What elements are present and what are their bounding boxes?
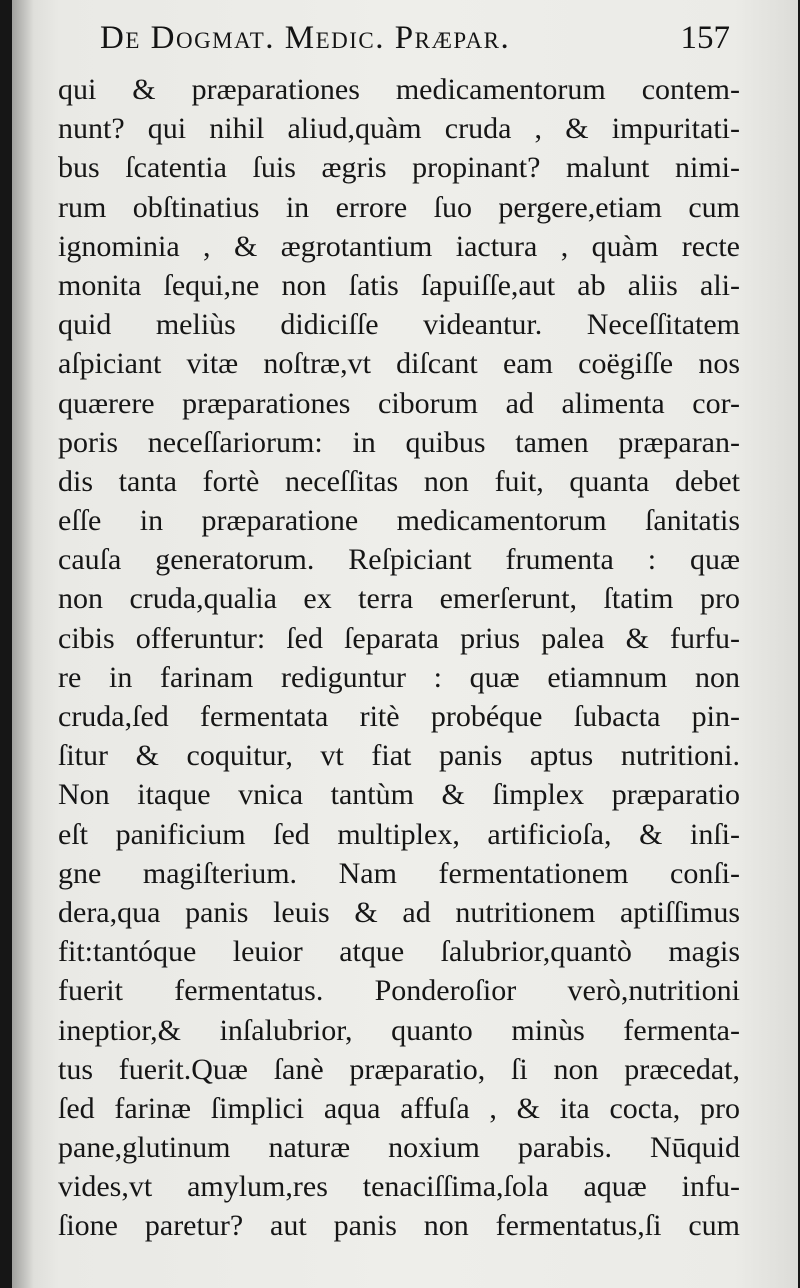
- text-line: qui & præparationes medicamentorum contem-: [58, 73, 740, 106]
- text-line: dis tanta fortè neceſſitas non fuit, quanta debet: [58, 464, 740, 498]
- text-line: quærere præparationes ciborum ad alimenta cor-: [58, 386, 740, 420]
- text-line: rum obſtinatius in errore ſuo pergere,etiam cum: [58, 190, 740, 224]
- text-line: bus ſcatentia ſuis ægris propinant? malunt nimi-: [58, 151, 740, 185]
- text-line: fit:tantóque leuior atque ſalubrior,quantò magis: [58, 935, 740, 969]
- text-line: vides,vt amylum,res tenaciſſima,ſola aquæ infu-: [58, 1170, 740, 1204]
- text-line: aſpiciant vitæ noſtræ,vt diſcant eam coëgiſſe nos: [58, 347, 740, 381]
- body-text: [58, 70, 740, 1246]
- text-line: gne magiſterium. Nam fermentationem conſi-: [58, 856, 740, 890]
- text-line: cruda,ſed fermentata ritè probéque ſubacta pin-: [58, 700, 740, 733]
- text-line: dera,qua panis leuis & ad nutritionem aptiſſimus: [58, 895, 740, 929]
- text-line: eſt panificium ſed multiplex, artificioſa, & inſi-: [58, 817, 740, 851]
- text-line: eſſe in præparatione medicamentorum ſanitatis: [58, 504, 740, 538]
- text-line: fuerit fermentatus. Ponderoſior verò,nutritioni: [58, 974, 740, 1008]
- text-line: pane,glutinum naturæ noxium parabis. Nūquid: [58, 1131, 740, 1165]
- page-number: 157: [680, 20, 730, 56]
- text-line: quid meliùs didiciſſe videantur. Neceſſitatem: [58, 308, 740, 342]
- text-line: ſitur & coquitur, vt fiat panis aptus nutritioni.: [58, 739, 740, 773]
- text-line: cauſa generatorum. Reſpiciant frumenta : quæ: [58, 543, 740, 577]
- text-line: ſione paretur? aut panis non fermentatus,ſi cum: [58, 1209, 740, 1243]
- book-page: [12, 0, 798, 1288]
- gutter-shadow: [12, 0, 34, 1288]
- text-line: ineptior,& inſalubrior, quanto minùs fermenta-: [58, 1013, 740, 1047]
- text-line: non cruda,qualia ex terra emerſerunt, ſtatim pro: [58, 582, 740, 616]
- text-line: nunt? qui nihil aliud,quàm cruda , & impuritati-: [58, 112, 740, 146]
- text-line: ignominia , & ægrotantium iactura , quàm recte: [58, 229, 740, 263]
- text-line: poris neceſſariorum: in quibus tamen præparan-: [58, 425, 740, 459]
- text-line: re in farinam rediguntur : quæ etiamnum non: [58, 660, 740, 694]
- text-line: ſed farinæ ſimplici aqua affuſa , & ita cocta, pro: [58, 1091, 740, 1125]
- running-head: De Dogmat. Medic. Præpar.: [100, 20, 511, 56]
- text-line: cibis offeruntur: ſed ſeparata prius palea & furfu-: [58, 621, 740, 655]
- text-line: Non itaque vnica tantùm & ſimplex præparatio: [58, 778, 740, 812]
- page-header: [100, 18, 730, 66]
- text-line: tus fuerit.Quæ ſanè præparatio, ſi non præcedat,: [58, 1052, 740, 1086]
- text-line: monita ſequi,ne non ſatis ſapuiſſe,aut ab aliis ali-: [58, 268, 740, 302]
